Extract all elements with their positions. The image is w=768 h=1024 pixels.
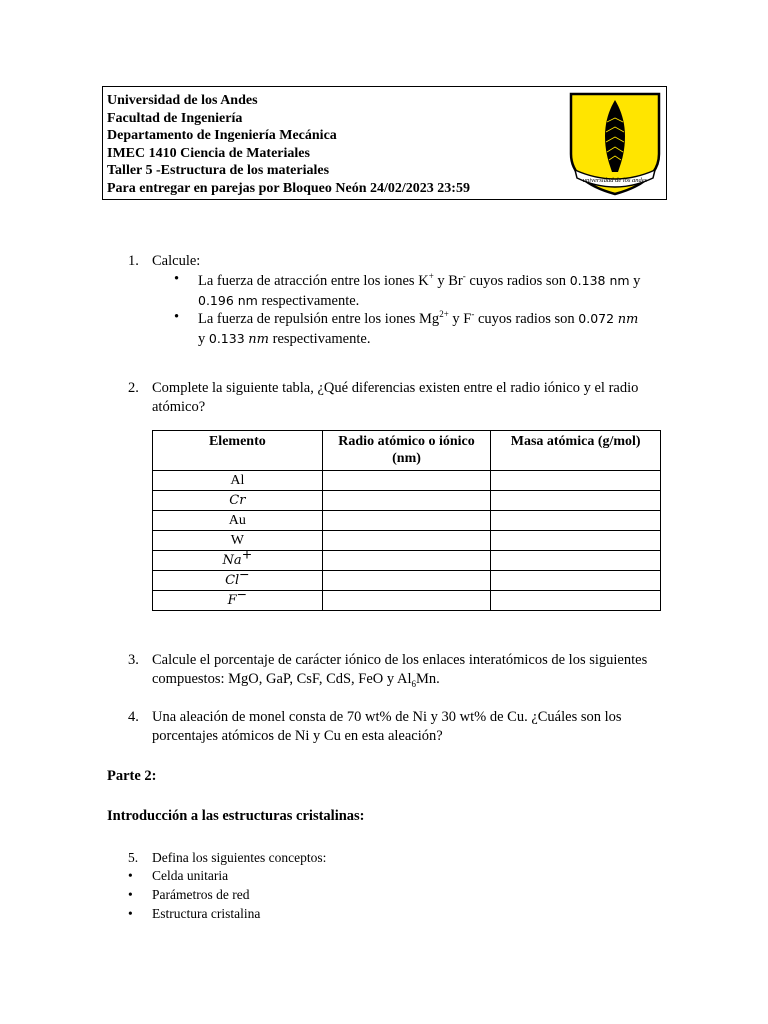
table-row	[153, 551, 661, 571]
cell-masa	[491, 511, 661, 531]
cell-elemento: Al	[153, 471, 323, 491]
crest-motto: universidad de los andes	[582, 177, 648, 184]
q5-bullet-2: •	[128, 887, 133, 902]
table-row	[153, 491, 661, 511]
q2-number: 2.	[128, 380, 139, 396]
cell-masa	[491, 571, 661, 591]
q2-text: Complete la siguiente tabla, ¿Qué diferencias existen entre el radio iónico y el radio atómico?	[152, 380, 639, 415]
cell-elemento: Cl−	[153, 571, 323, 591]
q5-item-parametros: Parámetros de red	[152, 887, 250, 902]
cell-radio	[322, 491, 491, 511]
q1-item-repulsion: La fuerza de repulsión entre los iones $Mg^{2+}$ y F- cuyos radios son 0.072 nm y 0.133 nm respectivamente.	[198, 309, 639, 347]
q5-bullet-1: •	[128, 868, 133, 883]
cell-elemento: Na+	[153, 551, 323, 571]
header-deadline: Para entregar en parejas por Bloqueo Neón 24/02/2023 23:59	[107, 180, 470, 196]
cell-radio	[322, 511, 491, 531]
q5-number: 5.	[128, 850, 139, 865]
q5-bullet-3: •	[128, 906, 133, 921]
header-box	[102, 86, 667, 200]
cell-radio	[322, 551, 491, 571]
header-course: IMEC 1410 Ciencia de Materiales	[107, 145, 310, 161]
header-elemento: Elemento	[153, 431, 323, 471]
q1-title: Calcule:	[152, 253, 201, 269]
q4-number: 4.	[128, 709, 139, 725]
q5-title: Defina los siguientes conceptos:	[152, 850, 327, 865]
cell-masa	[491, 551, 661, 571]
header-masa: Masa atómica (g/mol)	[491, 431, 661, 471]
header-department: Departamento de Ingeniería Mecánica	[107, 128, 337, 143]
cell-masa	[491, 471, 661, 491]
q1-bullet-1: •	[174, 271, 180, 287]
elements-table	[152, 430, 661, 611]
cell-elemento: Au	[153, 511, 323, 531]
header-assignment: Taller 5 -Estructura de los materiales	[107, 163, 330, 178]
q3-number: 3.	[128, 652, 139, 668]
cell-elemento: Cr	[153, 491, 323, 511]
q3-text: Calcule el porcentaje de carácter iónico de los enlaces interatómicos de los siguientes compuestos: MgO, GaP, CsF, CdS, FeO y $Al_6Mn$.	[152, 652, 648, 689]
table-row	[153, 591, 661, 611]
cell-masa	[491, 491, 661, 511]
cell-elemento: W	[153, 531, 323, 551]
cell-elemento: F−	[153, 591, 323, 611]
header-text	[107, 92, 470, 197]
table-row	[153, 531, 661, 551]
q4-text: Una aleación de monel consta de 70 wt% de Ni y 30 wt% de Cu. ¿Cuáles son los porcentajes atómicos de Ni y Cu en esta aleación?	[152, 709, 622, 744]
q5-item-celda: Celda unitaria	[152, 868, 229, 883]
cell-radio	[322, 471, 491, 491]
header-university: Universidad de los Andes	[107, 93, 258, 108]
table-header-row	[153, 431, 661, 471]
table-row	[153, 511, 661, 531]
cell-radio	[322, 591, 491, 611]
cell-radio	[322, 571, 491, 591]
q1-number: 1.	[128, 253, 139, 269]
q5-item-estructura: Estructura cristalina	[152, 906, 261, 921]
cell-radio	[322, 531, 491, 551]
table-row	[153, 571, 661, 591]
header-radio: Radio atómico o iónico (nm)	[322, 431, 491, 471]
section-intro-cristalinas: Introducción a las estructuras cristalinas:	[107, 808, 365, 824]
cell-masa	[491, 531, 661, 551]
section-parte-2: Parte 2:	[107, 768, 157, 784]
q1-bullet-2: •	[174, 309, 180, 325]
header-faculty: Facultad de Ingeniería	[107, 110, 243, 126]
university-crest-logo	[569, 92, 661, 196]
cell-masa	[491, 591, 661, 611]
q1-item-attraction: La fuerza de atracción entre los iones K+ y Br- cuyos radios son 0.138 nm y 0.196 nm respectivamente.	[198, 271, 641, 309]
table-row	[153, 471, 661, 491]
